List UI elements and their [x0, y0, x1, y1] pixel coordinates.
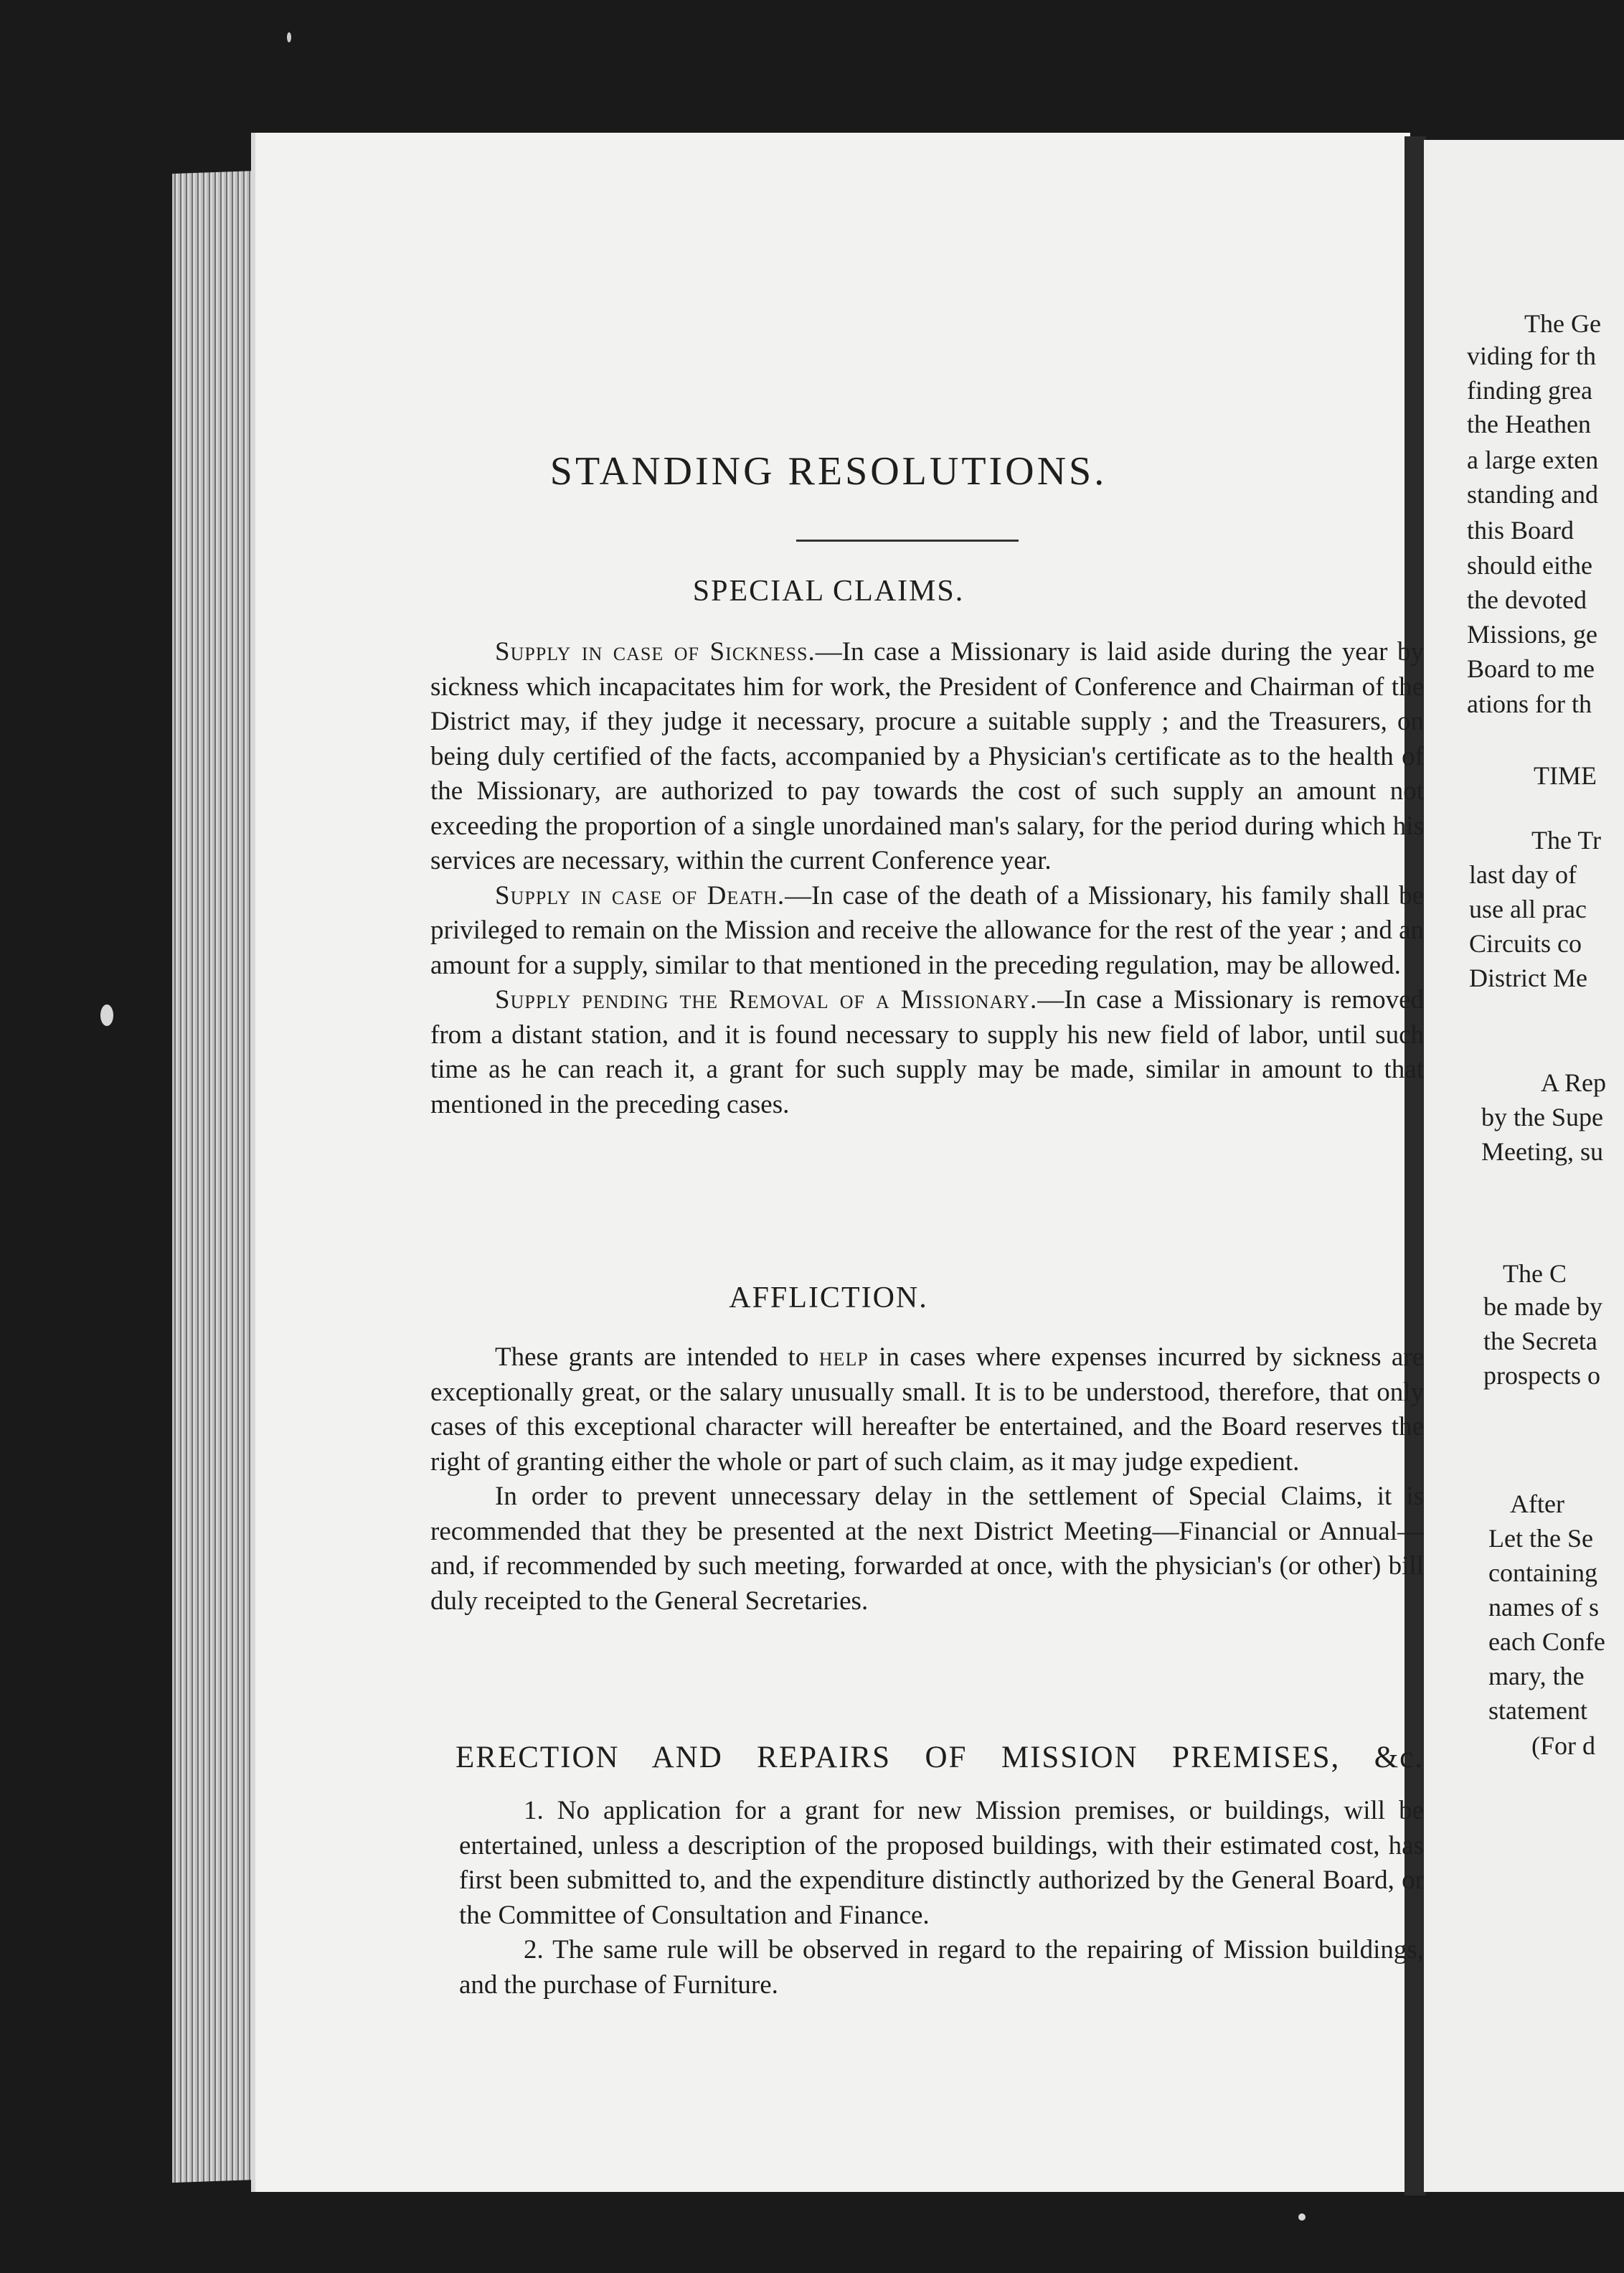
right-page-line: each Confe: [1488, 1627, 1605, 1656]
erection-item-1: 1. No application for a grant for new Mission premises, or buildings, will be entertained, unless a description of the proposed buildings, with their estimated cost, has first been submitted to, and the expenditure distinctly authorized by the General Board, or the Committee of Consultation and Finance.: [459, 1796, 1424, 1930]
affliction-text-a: These grants are intended to: [495, 1342, 819, 1372]
right-page-line: last day of: [1469, 860, 1577, 889]
right-page-line: District Me: [1469, 964, 1587, 992]
right-page-line: containing: [1488, 1558, 1597, 1587]
right-page-line: After: [1510, 1490, 1564, 1518]
right-page-line: The Tr: [1531, 826, 1602, 855]
sickness-paragraph: [430, 635, 1424, 879]
right-page-line: the Secreta: [1483, 1327, 1597, 1355]
page-title: STANDING RESOLUTIONS.: [549, 449, 1108, 494]
right-page-line: use all prac: [1469, 895, 1587, 923]
affliction-text: [430, 1340, 1424, 1619]
affliction-paragraph-2: In order to prevent unnecessary delay in the settlement of Special Claims, it is recommended that they be presented at the next District Meeting—Financial or Annual—and, if recommended by such meeting, forwarded at once, with the physician's (or other) bill duly receipted to the General Secretaries.: [430, 1482, 1424, 1616]
right-page-line: be made by: [1483, 1292, 1602, 1321]
right-page-line: Circuits co: [1469, 929, 1582, 958]
special-claims-heading: SPECIAL CLAIMS.: [692, 575, 965, 608]
removal-paragraph: [430, 983, 1424, 1122]
right-page-line: The C: [1503, 1259, 1567, 1288]
title-rule: [796, 540, 1019, 542]
right-page-line: Meeting, su: [1481, 1137, 1603, 1166]
affliction-text-b: in cases where expenses incurred by sickness are exceptionally great, or the salary unusually small. It is to be understood, therefore, that only cases of this exceptional character will hereafter be entertained, and the Board reserves the right of granting either the whole or part of such claim, as it may judge expedient.: [430, 1342, 1424, 1477]
right-page-line: this Board: [1467, 516, 1574, 545]
right-page-line: ations for th: [1467, 690, 1592, 718]
affliction-heading: AFFLICTION.: [729, 1281, 928, 1314]
right-page-line: the Heathen: [1467, 410, 1591, 438]
right-page-line: viding for th: [1467, 342, 1596, 370]
right-page-line: TIME: [1534, 761, 1597, 790]
right-page-line: names of s: [1488, 1593, 1599, 1622]
right-page-line: Board to me: [1467, 654, 1595, 683]
right-page-line: A Rep: [1541, 1068, 1607, 1097]
erection-text: [459, 1794, 1424, 2003]
right-page-line: mary, the: [1488, 1662, 1585, 1690]
right-page-line: finding grea: [1467, 376, 1592, 405]
erection-heading: ERECTION AND REPAIRS OF MISSION PREMISES, &c.: [455, 1741, 1424, 1774]
affliction-paragraph-1: [430, 1340, 1424, 1479]
death-paragraph: [430, 879, 1424, 984]
removal-label: Supply pending the Removal of a Missionary.: [495, 985, 1038, 1015]
page-edges: [172, 171, 258, 2183]
right-page-line: a large exten: [1467, 446, 1599, 474]
death-text: —In case of the death of a Missionary, his family shall be privileged to remain on the Mission and receive the allowance for the rest of the year ; and an amount for a supply, similar to that mentioned in the preceding regulation, may be allowed.: [430, 880, 1424, 980]
right-page-line: Missions, ge: [1467, 620, 1598, 649]
erection-item-2: 2. The same rule will be observed in regard to the repairing of Mission buildings, and the purchase of Furniture.: [459, 1935, 1424, 2000]
right-page-line: by the Supe: [1481, 1103, 1603, 1131]
right-page-line: should eithe: [1467, 551, 1592, 580]
removal-text: —In case a Missionary is removed from a distant station, and it is found necessary to supply his new field of labor, until such time as he can reach it, a grant for such supply may be made, similar in amount to that mentioned in the preceding cases.: [430, 985, 1424, 1119]
dust-speck: [1298, 2213, 1306, 2221]
dust-speck: [287, 32, 291, 42]
right-page-line: Let the Se: [1488, 1524, 1593, 1553]
right-page-line: statement: [1488, 1696, 1587, 1725]
right-page-line: prospects o: [1483, 1361, 1600, 1390]
death-label: Supply in case of Death.: [495, 880, 785, 910]
help-word: help: [818, 1342, 869, 1372]
sickness-label: Supply in case of Sickness.: [495, 637, 816, 667]
sickness-text: —In case a Missionary is laid aside during the year by sickness which incapacitates him for work, the President of Conference and Chairman of the District may, if they judge it necessary, procure a suitable supply ; and the Treasurers, on being duly certified of the facts, accompanied by a Physician's certificate as to the health of the Missionary, are authorized to pay towards the cost of such supply an amount not exceeding the proportion of a single unordained man's salary, for the period during which his services are necessary, within the current Conference year.: [430, 637, 1424, 875]
dust-speck: [100, 1004, 113, 1026]
right-page-line: (For d: [1531, 1731, 1595, 1760]
right-page-line: the devoted: [1467, 585, 1587, 614]
special-claims-text: [430, 635, 1424, 1122]
right-page-line: standing and: [1467, 480, 1598, 509]
right-page-line: The Ge: [1524, 309, 1601, 338]
